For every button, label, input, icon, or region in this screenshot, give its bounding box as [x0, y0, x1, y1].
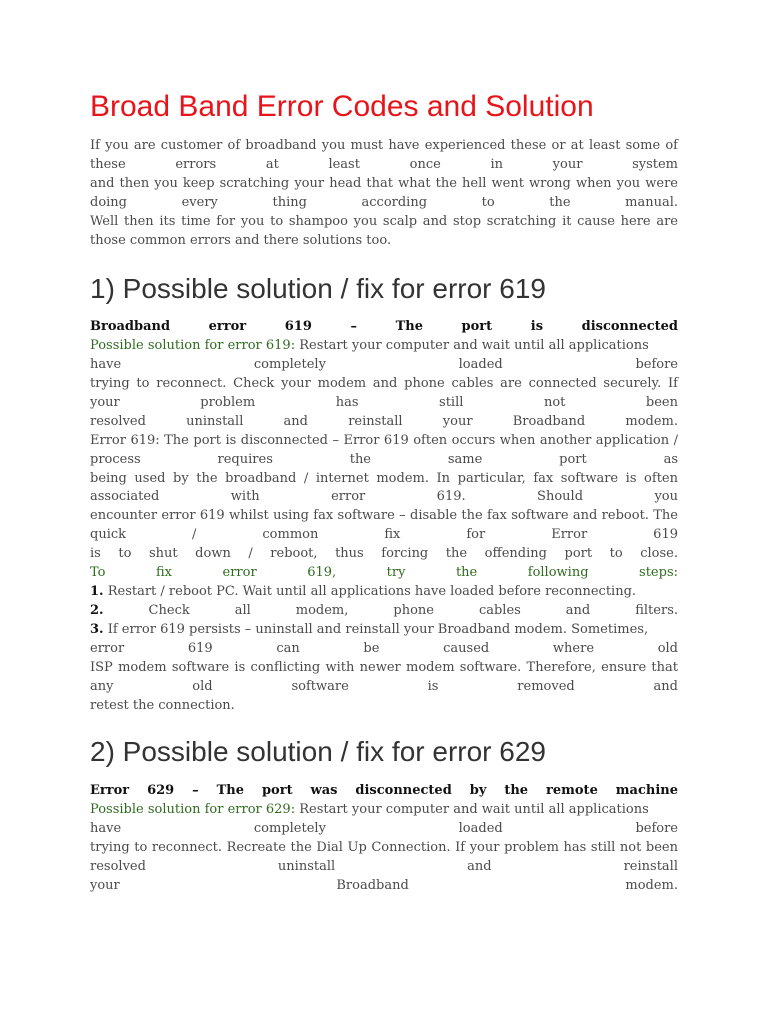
- section2-line: your Broadband modem.: [90, 877, 678, 893]
- step-text: If error 619 persists – uninstall and reinstall your Broadband modem. Sometimes,: [103, 622, 649, 637]
- section1-line: is to shut down / reboot, thus forcing the offending port to close.: [90, 546, 678, 562]
- section1-step-3: [90, 621, 678, 640]
- section1-step-2: [90, 602, 678, 621]
- section1-step-1: [90, 583, 678, 602]
- intro-line: If you are customer of broadband you must have experienced these or at least some of: [90, 138, 678, 153]
- section1-line: trying to reconnect. Check your modem and phone cables are connected securely. If: [90, 375, 678, 391]
- section2-line: have completely loaded before: [90, 820, 678, 836]
- section1-solution-line: [90, 337, 678, 356]
- section1-line: have completely loaded before: [90, 356, 678, 372]
- section1-line: being used by the broadband / internet modem. In particular, fax software is often: [90, 470, 678, 486]
- section1-error-line: Broadband error 619 – The port is disconnected: [90, 319, 678, 334]
- page-title: Broad Band Error Codes and Solution: [90, 90, 594, 123]
- step-text: Check all modem, phone cables and filters.: [103, 603, 678, 619]
- section1-line: encounter error 619 whilst using fax software – disable the fax software and reboot. The: [90, 508, 678, 524]
- intro-line: and then you keep scratching your head that what the hell went wrong when you were: [90, 175, 678, 191]
- section1-steps-intro: To fix error 619, try the following steps:: [90, 565, 678, 581]
- section1-line: any old software is removed and: [90, 678, 678, 694]
- section1-solution-text: Restart your computer and wait until all applications: [295, 337, 649, 353]
- section1-solution-label: Possible solution for error 619:: [90, 337, 296, 353]
- section1-line: quick / common fix for Error 619: [90, 527, 678, 543]
- section1-line: error 619 can be caused where old: [90, 640, 678, 656]
- intro-paragraph: [90, 137, 678, 251]
- section2-line: resolved uninstall and reinstall: [90, 858, 678, 874]
- section1-line: retest the connection.: [90, 697, 235, 713]
- section2-line: trying to reconnect. Recreate the Dial Up Connection. If your problem has still not been: [90, 839, 678, 855]
- intro-line: those common errors and there solutions too.: [90, 232, 392, 248]
- intro-line: these errors at least once in your system: [90, 156, 678, 172]
- step-number: 3.: [90, 622, 104, 637]
- section2-solution-text: Restart your computer and wait until all applications: [295, 801, 649, 817]
- section2-error-line: Error 629 – The port was disconnected by the remote machine: [90, 783, 678, 798]
- section1-line: associated with error 619. Should you: [90, 489, 678, 505]
- section2-body: [90, 782, 678, 896]
- section1-body: [90, 318, 678, 716]
- section1-line: Error 619: The port is disconnected – Error 619 often occurs when another application /: [90, 432, 678, 448]
- section1-line: resolved uninstall and reinstall your Broadband modem.: [90, 413, 678, 429]
- intro-line: doing every thing according to the manual.: [90, 194, 678, 210]
- section1-line: ISP modem software is conflicting with newer modem software. Therefore, ensure that: [90, 659, 678, 675]
- section1-line: process requires the same port as: [90, 451, 678, 467]
- intro-line: Well then its time for you to shampoo you scalp and stop scratching it cause here are: [90, 213, 678, 229]
- step-number: 2.: [90, 603, 104, 619]
- section2-solution-line: [90, 801, 678, 820]
- step-text: Restart / reboot PC. Wait until all applications have loaded before reconnecting.: [103, 584, 637, 600]
- step-number: 1.: [90, 584, 104, 600]
- section1-heading: 1) Possible solution / fix for error 619: [90, 273, 546, 304]
- section2-heading: 2) Possible solution / fix for error 629: [90, 736, 546, 767]
- section2-solution-label: Possible solution for error 629:: [90, 801, 296, 817]
- section1-line: your problem has still not been: [90, 394, 678, 410]
